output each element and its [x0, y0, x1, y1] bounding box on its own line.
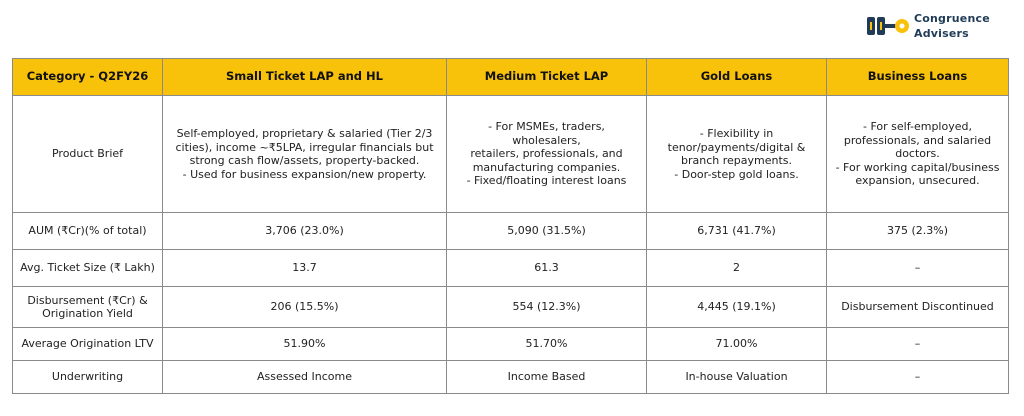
table-cell: 5,090 (31.5%)	[447, 213, 647, 250]
key-logo-icon	[866, 14, 910, 38]
table-cell: –	[827, 361, 1009, 394]
brief-line: - Fixed/floating interest loans	[466, 174, 627, 188]
table-cell: –	[827, 328, 1009, 361]
brief-line: manufacturing companies.	[472, 160, 621, 174]
table-cell: Income Based	[447, 361, 647, 394]
brief-line: - For self-employed,	[863, 120, 972, 134]
brief-small-ticket	[163, 96, 447, 213]
table-cell: 375 (2.3%)	[827, 213, 1009, 250]
header-gold-loans: Gold Loans	[647, 59, 827, 96]
brief-line: strong cash flow/assets, property-backed.	[189, 154, 420, 167]
header-medium-ticket: Medium Ticket LAP	[447, 59, 647, 96]
row-label-disbursement: Disbursement (₹Cr) & Origination Yield	[13, 287, 163, 328]
company-logo	[866, 8, 1016, 44]
table-cell: 61.3	[447, 250, 647, 287]
brief-line: tenor/payments/digital &	[667, 140, 806, 154]
header-category: Category - Q2FY26	[13, 59, 163, 96]
loan-category-table	[12, 58, 1009, 394]
table-row-aum	[13, 213, 1009, 250]
table-cell: 51.90%	[163, 328, 447, 361]
row-label-product-brief: Product Brief	[13, 96, 163, 213]
brief-gold	[647, 96, 827, 213]
table-cell: 3,706 (23.0%)	[163, 213, 447, 250]
row-label-ticket-size: Avg. Ticket Size (₹ Lakh)	[13, 250, 163, 287]
row-label-underwriting: Underwriting	[13, 361, 163, 394]
table-row-disbursement	[13, 287, 1009, 328]
header-business-loans: Business Loans	[827, 59, 1009, 96]
brief-line: - Door-step gold loans.	[674, 167, 799, 181]
brief-line: - For MSMEs, traders, wholesalers,	[488, 120, 605, 147]
brief-line: - For working capital/business	[835, 160, 1000, 174]
table-row-product-brief	[13, 96, 1009, 213]
brief-line: retailers, professionals, and	[470, 147, 623, 161]
brief-business	[827, 96, 1009, 213]
brief-line: branch repayments.	[680, 154, 792, 167]
table-cell: 2	[647, 250, 827, 287]
brief-line: professionals, and salaried	[843, 133, 992, 147]
table-row-ltv	[13, 328, 1009, 361]
brief-line: - Flexibility in	[699, 127, 774, 140]
row-label-ltv: Average Origination LTV	[13, 328, 163, 361]
logo-text-line2: Advisers	[914, 27, 969, 40]
table-cell: 13.7	[163, 250, 447, 287]
brief-medium-ticket	[447, 96, 647, 213]
logo-text-line1: Congruence	[914, 12, 990, 25]
table-cell: 206 (15.5%)	[163, 287, 447, 328]
brief-line: Self-employed, proprietary & salaried (Tier 2/3	[176, 127, 433, 140]
table-row-underwriting	[13, 361, 1009, 394]
table-cell: 4,445 (19.1%)	[647, 287, 827, 328]
table-cell: Disbursement Discontinued	[827, 287, 1009, 328]
header-small-ticket: Small Ticket LAP and HL	[163, 59, 447, 96]
brief-line: cities), income ~₹5LPA, irregular financials but	[175, 140, 434, 154]
table-cell: 51.70%	[447, 328, 647, 361]
table-cell: 71.00%	[647, 328, 827, 361]
brief-line: doctors.	[895, 147, 940, 161]
table-cell: In-house Valuation	[647, 361, 827, 394]
brief-line: expansion, unsecured.	[855, 174, 980, 188]
row-label-aum: AUM (₹Cr)(% of total)	[13, 213, 163, 250]
table-cell: Assessed Income	[163, 361, 447, 394]
table-row-ticket-size	[13, 250, 1009, 287]
table-cell: –	[827, 250, 1009, 287]
table-header-row	[13, 59, 1009, 96]
table-cell: 554 (12.3%)	[447, 287, 647, 328]
table-cell: 6,731 (41.7%)	[647, 213, 827, 250]
brief-line: - Used for business expansion/new property.	[182, 167, 427, 181]
